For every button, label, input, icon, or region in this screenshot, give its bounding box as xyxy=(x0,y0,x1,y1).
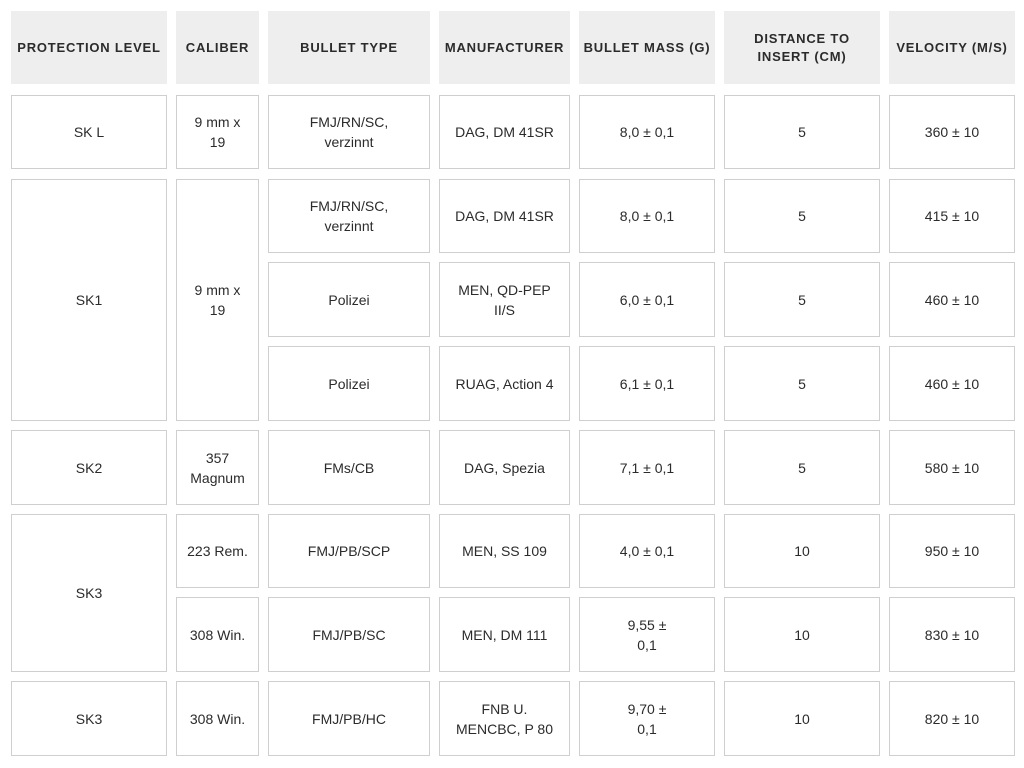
bullet-mass-cell: 4,0 ± 0,1 xyxy=(579,514,715,588)
distance-cell: 5 xyxy=(724,346,880,421)
distance-cell: 5 xyxy=(724,95,880,169)
caliber-cell: 308 Win. xyxy=(176,681,259,756)
bullet-type-cell: Polizei xyxy=(268,262,430,337)
velocity-cell: 950 ± 10 xyxy=(889,514,1015,588)
manufacturer-cell: RUAG, Action 4 xyxy=(439,346,570,421)
caliber-cell: 9 mm x 19 xyxy=(176,179,259,421)
header-caliber: CALIBER xyxy=(176,11,259,84)
bullet-mass-cell: 6,1 ± 0,1 xyxy=(579,346,715,421)
velocity-cell: 460 ± 10 xyxy=(889,262,1015,337)
header-bullet-type: BULLET TYPE xyxy=(268,11,430,84)
distance-cell: 5 xyxy=(724,430,880,505)
distance-cell: 5 xyxy=(724,262,880,337)
velocity-cell: 820 ± 10 xyxy=(889,681,1015,756)
distance-cell: 5 xyxy=(724,179,880,253)
bullet-type-cell: FMJ/PB/SC xyxy=(268,597,430,672)
protection-level-cell: SK3 xyxy=(11,514,167,672)
manufacturer-cell: DAG, DM 41SR xyxy=(439,179,570,253)
header-velocity: VELOCITY (M/S) xyxy=(889,11,1015,84)
manufacturer-cell: DAG, Spezia xyxy=(439,430,570,505)
velocity-cell: 460 ± 10 xyxy=(889,346,1015,421)
protection-level-cell: SK L xyxy=(11,95,167,169)
distance-cell: 10 xyxy=(724,597,880,672)
bullet-mass-cell: 8,0 ± 0,1 xyxy=(579,179,715,253)
distance-cell: 10 xyxy=(724,514,880,588)
protection-level-cell: SK2 xyxy=(11,430,167,505)
bullet-mass-cell: 6,0 ± 0,1 xyxy=(579,262,715,337)
bullet-mass-cell: 9,55 ± 0,1 xyxy=(579,597,715,672)
caliber-cell: 9 mm x 19 xyxy=(176,95,259,169)
manufacturer-cell: MEN, SS 109 xyxy=(439,514,570,588)
header-protection-level: PROTECTION LEVEL xyxy=(11,11,167,84)
manufacturer-cell: MEN, DM 111 xyxy=(439,597,570,672)
bullet-type-cell: Polizei xyxy=(268,346,430,421)
manufacturer-cell: MEN, QD-PEP II/S xyxy=(439,262,570,337)
protection-level-cell: SK1 xyxy=(11,179,167,421)
manufacturer-cell: FNB U. MENCBC, P 80 xyxy=(439,681,570,756)
caliber-cell: 357 Magnum xyxy=(176,430,259,505)
caliber-cell: 308 Win. xyxy=(176,597,259,672)
bullet-mass-cell: 8,0 ± 0,1 xyxy=(579,95,715,169)
bullet-type-cell: FMJ/RN/SC, verzinnt xyxy=(268,179,430,253)
distance-cell: 10 xyxy=(724,681,880,756)
header-bullet-mass: BULLET MASS (G) xyxy=(579,11,715,84)
velocity-cell: 580 ± 10 xyxy=(889,430,1015,505)
caliber-cell: 223 Rem. xyxy=(176,514,259,588)
bullet-type-cell: FMs/CB xyxy=(268,430,430,505)
bullet-mass-cell: 9,70 ± 0,1 xyxy=(579,681,715,756)
manufacturer-cell: DAG, DM 41SR xyxy=(439,95,570,169)
bullet-mass-cell: 7,1 ± 0,1 xyxy=(579,430,715,505)
velocity-cell: 360 ± 10 xyxy=(889,95,1015,169)
header-manufacturer: MANUFACTURER xyxy=(439,11,570,84)
bullet-type-cell: FMJ/PB/SCP xyxy=(268,514,430,588)
velocity-cell: 830 ± 10 xyxy=(889,597,1015,672)
protection-level-cell: SK3 xyxy=(11,681,167,756)
bullet-type-cell: FMJ/PB/HC xyxy=(268,681,430,756)
bullet-type-cell: FMJ/RN/SC, verzinnt xyxy=(268,95,430,169)
velocity-cell: 415 ± 10 xyxy=(889,179,1015,253)
header-distance-to-insert: DISTANCE TO INSERT (CM) xyxy=(724,11,880,84)
